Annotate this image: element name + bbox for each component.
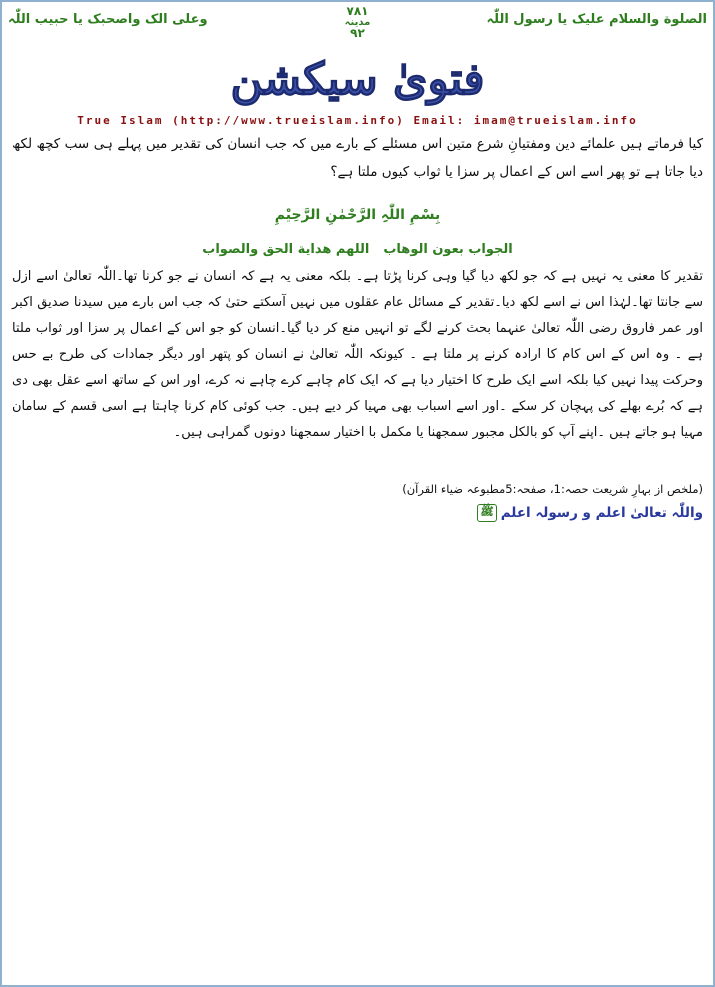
question-text: کیا فرماتے ہیں علمائے دین ومفتیانِ شرع متین اس مسئلے کے بارے میں کہ جب انسان کی تقدیر میں پہلے ہی سب کچھ لکھ دیا جاتا ہے تو پھر اسے اس کے اعمال پر سزا یا ثواب کیوں ملتا ہے؟ [12, 136, 703, 180]
answer-heading-part2: اللهم هداية الحق والصواب [202, 242, 370, 257]
fatwa-number-label: مدینہ [344, 17, 371, 28]
fatwa-number-bottom: ۹۲ [350, 26, 365, 40]
source-note: (ملخص از بہارِ شریعت حصہ:1، صفحہ:5مطبوعہ ضیاء القرآن) [402, 482, 703, 496]
blessing-text: وعلی الک واصحبک یا حبیب اللّٰہ [8, 12, 208, 27]
answer-heading-part1: الجواب بعون الوهاب [383, 242, 513, 257]
contact-line: True Islam (http://www.trueislam.info) Email: imam@trueislam.info [77, 114, 638, 127]
salutation-text: الصلوة والسلام علیک یا رسول اللّٰہ [486, 12, 707, 27]
closing-line [477, 504, 703, 522]
bismillah-text: بِسْمِ اللّٰہِ الرَّحْمٰنِ الرَّحِیْمِ [274, 207, 441, 223]
page-header [8, 6, 707, 46]
page-title: فتویٰ سیکشن [230, 54, 485, 105]
closing-text: واللّٰہ تعالیٰ اعلم و رسولہ اعلم [500, 505, 703, 521]
answer-body: تقدیر کا معنی یہ نہیں ہے کہ جو لکھ دیا گیا وہی کرنا پڑتا ہے۔ بلکہ معنی یہ ہے کہ انسان نے جو کرنا تھا۔اللّٰہ تعالیٰ اسے ازل سے جانتا تھا۔لہٰذا اس نے اسے لکھ دیا۔تقدیر کے مسائل عام عقلوں میں نہیں آسکتے حتیٰ کہ جب اس بارے میں سیدنا صدیق اکبر اور عمر فاروق رضی اللّٰہ تعالیٰ عنہما بحث کرنے لگے تو انہیں منع کر دیا گیا۔انسان کو جو اس کے اعمال پر سزا اور ثواب ملتا ہے ۔ وہ اس کے اس کام کا ارادہ کرنے پر ملتا ہے ۔ کیونکہ اللّٰہ تعالیٰ نے انسان کو پتھر اور دیگر جمادات کی طرح بے حس وحرکت پیدا نہیں کیا بلکہ اسے ایک طرح کا اختیار دیا ہے کہ ایک کام چاہے کرے چاہے نہ کرے، اور اس کے ساتھ اسے عقل بھی دی ہے کہ بُرے بھلے کی پہچان کر سکے ۔اور اسے اسباب بھی مہیا کر دیے ہیں۔ جب کوئی کام کرنا چاہتا ہے اسی قسم کے سامان مہیا ہو جاتے ہیں ۔اپنے آپ کو بالکل مجبور سمجھنا یا مکمل با اختیار سمجھنا دونوں گمراہی ہیں۔ [12, 269, 703, 440]
fatwa-number-top: ۷۸۱ [346, 4, 369, 18]
answer-heading [2, 242, 713, 257]
fatwa-number [345, 6, 371, 39]
honorific-seal-icon: ﷺ [477, 504, 496, 522]
